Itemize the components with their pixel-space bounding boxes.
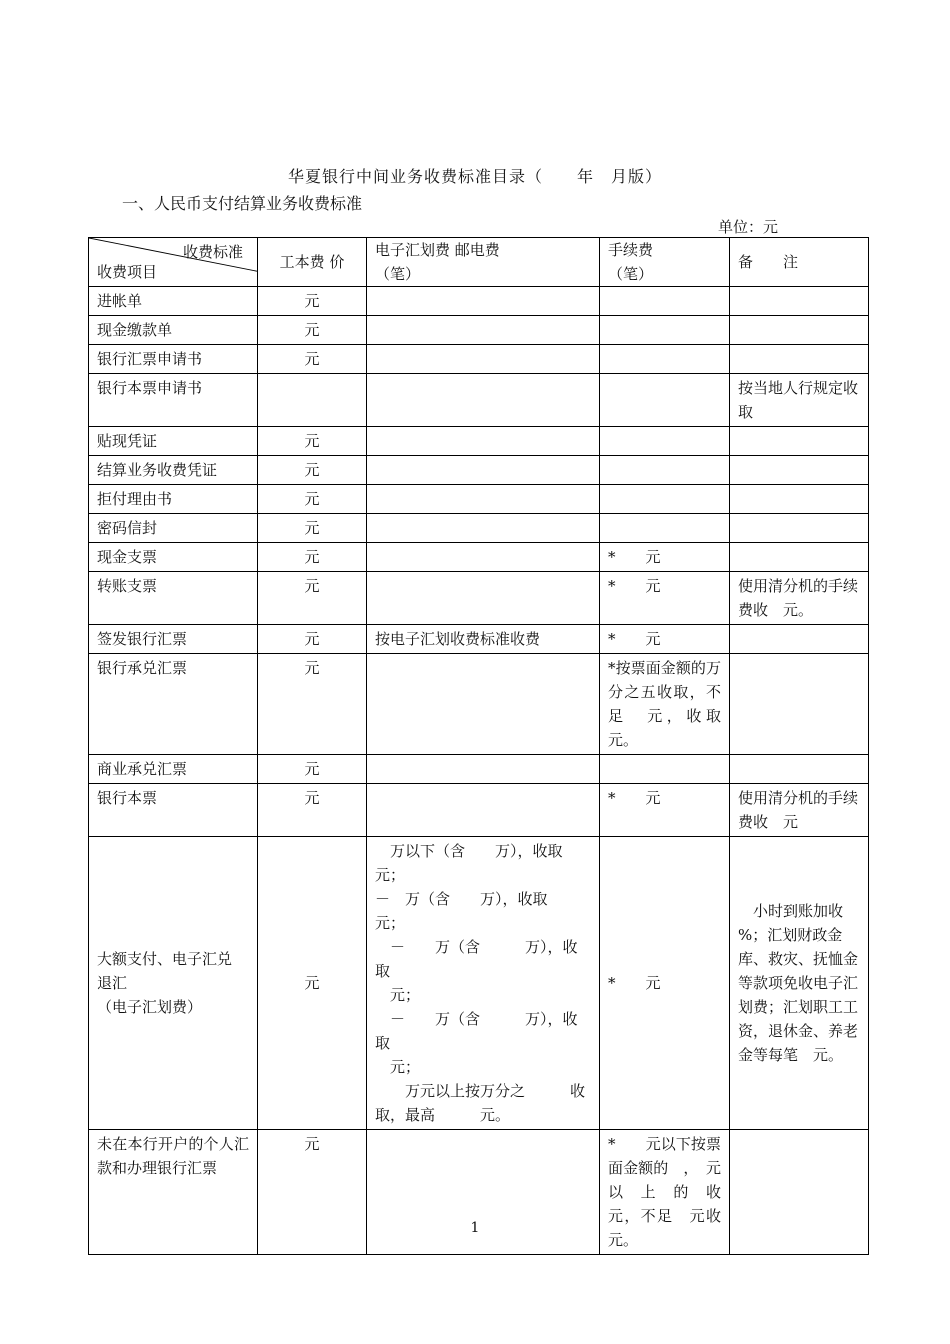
row-item: 结算业务收费凭证 (89, 456, 258, 485)
row-cost: 元 (258, 345, 367, 374)
row-fee: * 元以下按票面金额的 ， 元以上的收 元，不足 元收 元。 (600, 1130, 730, 1255)
header-handling-fee-line2: （笔） (608, 265, 654, 283)
wire-tier-line: 元； (375, 914, 406, 932)
row-wire (367, 374, 600, 427)
row-item-line: 大额支付、电子汇兑 (97, 950, 233, 968)
wire-tier-line: 万元以上按万分之 收 (375, 1082, 586, 1100)
table-row (89, 485, 869, 514)
row-note (730, 456, 869, 485)
row-wire (367, 654, 600, 755)
wire-tier-line: － 万（含 万），收取 (375, 1010, 578, 1052)
row-item: 贴现凭证 (89, 427, 258, 456)
row-note (730, 625, 869, 654)
row-item: 银行承兑汇票 (89, 654, 258, 755)
row-wire (367, 456, 600, 485)
table-row (89, 316, 869, 345)
row-cost: 元 (258, 755, 367, 784)
row-cost: 元 (258, 427, 367, 456)
header-handling-fee-line1: 手续费 (608, 241, 654, 259)
row-wire (367, 514, 600, 543)
row-item: 未在本行开户的个人汇款和办理银行汇票 (89, 1130, 258, 1255)
wire-tier-line: 元； (375, 866, 406, 884)
row-item: 银行汇票申请书 (89, 345, 258, 374)
table-row (89, 572, 869, 625)
row-note: 使用清分机的手续费收 元 (730, 784, 869, 837)
row-wire (367, 316, 600, 345)
row-fee (600, 374, 730, 427)
row-cost: 元 (258, 485, 367, 514)
row-cost (258, 374, 367, 427)
table-row (89, 837, 869, 1130)
row-note: 小时到账加收 %；汇划财政金库、救灾、抚恤金等款项免收电子汇划费；汇划职工工资，退休金、养老金等每笔 元。 (730, 837, 869, 1130)
row-wire (367, 345, 600, 374)
row-note (730, 485, 869, 514)
row-note (730, 543, 869, 572)
row-wire (367, 485, 600, 514)
row-wire (367, 427, 600, 456)
header-fee-item: 收费项目 (97, 263, 158, 281)
section-heading: 一、人民币支付结算业务收费标准 (122, 194, 363, 213)
header-wire-fee-line1: 电子汇划费 邮电费 (375, 241, 500, 259)
row-fee (600, 316, 730, 345)
page-number: 1 (470, 1220, 480, 1236)
row-note (730, 514, 869, 543)
fee-table (88, 237, 869, 1255)
unit-label: 单位：元 (718, 218, 779, 236)
row-note (730, 345, 869, 374)
row-item: 银行本票申请书 (89, 374, 258, 427)
row-item: 密码信封 (89, 514, 258, 543)
row-item: 进帐单 (89, 287, 258, 316)
wire-tier-line: 元； (375, 986, 421, 1004)
row-item: 签发银行汇票 (89, 625, 258, 654)
row-note (730, 316, 869, 345)
row-cost: 元 (258, 625, 367, 654)
header-fee-standard: 收费标准 (182, 243, 243, 261)
row-wire (367, 837, 600, 1130)
row-item: 商业承兑汇票 (89, 755, 258, 784)
table-row (89, 543, 869, 572)
row-cost: 元 (258, 837, 367, 1130)
row-note (730, 427, 869, 456)
row-fee: * 元 (600, 784, 730, 837)
diagonal-header-cell (89, 238, 258, 287)
row-item: 银行本票 (89, 784, 258, 837)
row-item-line: （电子汇划费） (97, 998, 203, 1016)
header-handling-fee (600, 238, 730, 287)
row-note (730, 755, 869, 784)
table-row (89, 625, 869, 654)
row-fee: * 元 (600, 543, 730, 572)
row-fee (600, 345, 730, 374)
header-wire-fee (367, 238, 600, 287)
row-cost: 元 (258, 316, 367, 345)
row-cost: 元 (258, 543, 367, 572)
row-wire (367, 543, 600, 572)
table-row (89, 755, 869, 784)
row-fee: * 元 (600, 572, 730, 625)
row-fee (600, 427, 730, 456)
row-item: 现金缴款单 (89, 316, 258, 345)
row-wire (367, 784, 600, 837)
row-fee (600, 456, 730, 485)
row-wire (367, 755, 600, 784)
row-fee: *按票面金额的万分之五收取，不足 元，收取 元。 (600, 654, 730, 755)
row-item (89, 837, 258, 1130)
table-row (89, 345, 869, 374)
row-cost: 元 (258, 287, 367, 316)
row-note: 按当地人行规定收取 (730, 374, 869, 427)
row-fee (600, 287, 730, 316)
header-cost: 工本费 价 (258, 238, 367, 287)
row-fee: * 元 (600, 837, 730, 1130)
row-wire: 按电子汇划收费标准收费 (367, 625, 600, 654)
row-note: 使用清分机的手续费收 元。 (730, 572, 869, 625)
table-header-row (89, 238, 869, 287)
document-title: 华夏银行中间业务收费标准目录（ 年 月版） (287, 167, 662, 186)
row-fee (600, 755, 730, 784)
table-row (89, 374, 869, 427)
header-wire-fee-line2: （笔） (375, 265, 421, 283)
row-wire (367, 572, 600, 625)
header-remarks: 备 注 (730, 238, 869, 287)
table-row (89, 287, 869, 316)
table-row (89, 784, 869, 837)
table-row (89, 514, 869, 543)
wire-tier-line: 取，最高 元。 (375, 1106, 511, 1124)
row-item: 拒付理由书 (89, 485, 258, 514)
wire-tier-line: － 万（含 万），收取 (375, 890, 548, 908)
table-row (89, 456, 869, 485)
table-row (89, 427, 869, 456)
wire-tier-line: － 万（含 万），收取 (375, 938, 578, 980)
row-note (730, 654, 869, 755)
row-wire (367, 287, 600, 316)
row-fee (600, 514, 730, 543)
table-row (89, 654, 869, 755)
row-item: 转账支票 (89, 572, 258, 625)
row-cost: 元 (258, 784, 367, 837)
row-item: 现金支票 (89, 543, 258, 572)
row-cost: 元 (258, 654, 367, 755)
row-cost: 元 (258, 1130, 367, 1255)
wire-tier-line: 元； (375, 1058, 421, 1076)
row-note (730, 287, 869, 316)
row-item-line: 退汇 (97, 974, 128, 992)
row-fee (600, 485, 730, 514)
row-fee: * 元 (600, 625, 730, 654)
wire-tier-line: 万以下（含 万），收取 (375, 842, 563, 860)
row-cost: 元 (258, 514, 367, 543)
row-cost: 元 (258, 572, 367, 625)
row-cost: 元 (258, 456, 367, 485)
